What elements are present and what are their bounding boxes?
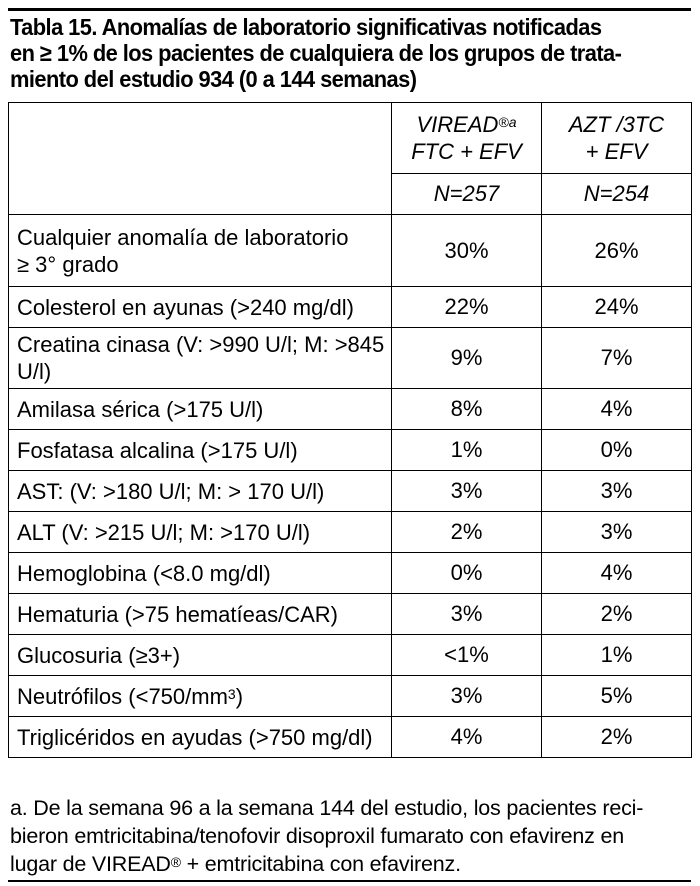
value-group1: 8% [392,389,542,430]
row-label [9,676,392,717]
value-group2: 7% [542,328,692,389]
table-row [9,594,692,635]
footnote [10,794,690,878]
row-label-line: ≥ 3° grado [17,251,119,277]
value-group1: 4% [392,717,542,758]
row-label: Colesterol en ayunas (>240 mg/dl) [9,287,392,328]
table-row [9,215,692,287]
table-row [9,328,692,389]
table-row [9,553,692,594]
header-row [9,103,692,174]
table-row [9,389,692,430]
row-label: Fosfatasa alcalina (>175 U/l) [9,430,392,471]
title-line: miento del estudio 934 (0 a 144 semanas) [10,66,417,92]
value-group2: 3% [542,512,692,553]
value-group1: 2% [392,512,542,553]
row-label: ALT (V: >215 U/l; M: >170 U/l) [9,512,392,553]
table-row [9,635,692,676]
value-group2: 0% [542,430,692,471]
table-row [9,676,692,717]
footnote-line: bieron emtricitabina/tenofovir disoproxil fumarato con efavirenz en [10,824,625,848]
group2-n: N=254 [542,174,692,215]
table-row [9,471,692,512]
top-rule [8,8,691,11]
row-label [9,328,392,389]
value-group2: 4% [542,553,692,594]
row-label-sup: 3 [227,685,236,702]
footnote-text: lugar de VIREAD [10,852,171,876]
table-row [9,512,692,553]
row-label [9,215,392,287]
group1-line2: FTC + EFV [411,139,522,164]
group1-sup: ®a [498,114,517,130]
row-label-line: Cualquier anomalía de laboratorio [17,224,349,250]
value-group1: 0% [392,553,542,594]
table-row [9,430,692,471]
title-line: en ≥ 1% de los pacientes de cualquiera de los grupos de trata- [10,40,622,66]
row-label-line: Creatina cinasa (V: >990 U/l; M: >845 [17,332,385,357]
footnote-text: + emtricitabina con efavirenz. [180,852,461,876]
footnote-sup: ® [170,854,181,870]
row-label-text: Neutrófilos (<750/mm [17,683,228,709]
value-group1: 3% [392,594,542,635]
row-label: Glucosuria (≥3+) [9,635,392,676]
value-group2: 3% [542,471,692,512]
value-group1: 1% [392,430,542,471]
row-label: AST: (V: >180 U/l; M: > 170 U/l) [9,471,392,512]
row-label: Amilasa sérica (>175 U/l) [9,389,392,430]
header-group1 [392,103,542,174]
row-label: Hematuria (>75 hematíeas/CAR) [9,594,392,635]
header-empty-cell [9,103,392,215]
value-group1: 3% [392,471,542,512]
value-group2: 24% [542,287,692,328]
lab-anomalies-table [8,102,692,758]
row-label: Triglicéridos en ayudas (>750 mg/dl) [9,717,392,758]
value-group2: 26% [542,215,692,287]
value-group2: 4% [542,389,692,430]
row-label: Hemoglobina (<8.0 mg/dl) [9,553,392,594]
header-group2 [542,103,692,174]
value-group2: 5% [542,676,692,717]
table-title [10,14,642,92]
group1-line1: VIREAD [416,112,499,137]
row-label-line: U/l) [17,359,52,384]
row-label-text: ) [235,683,244,709]
value-group2: 2% [542,594,692,635]
group2-line1: AZT /3TC [568,112,665,137]
title-line: Tabla 15. Anomalías de laboratorio significativas notificadas [10,14,602,40]
group2-line2: + EFV [585,139,648,164]
footnote-line [10,850,690,878]
value-group1: <1% [392,635,542,676]
value-group2: 1% [542,635,692,676]
value-group2: 2% [542,717,692,758]
table-row [9,287,692,328]
group1-n: N=257 [392,174,542,215]
value-group1: 30% [392,215,542,287]
bottom-rule [8,880,691,882]
footnote-line: a. De la semana 96 a la semana 144 del estudio, los pacientes reci- [10,796,644,820]
value-group1: 22% [392,287,542,328]
value-group1: 9% [392,328,542,389]
value-group1: 3% [392,676,542,717]
table-row [9,717,692,758]
